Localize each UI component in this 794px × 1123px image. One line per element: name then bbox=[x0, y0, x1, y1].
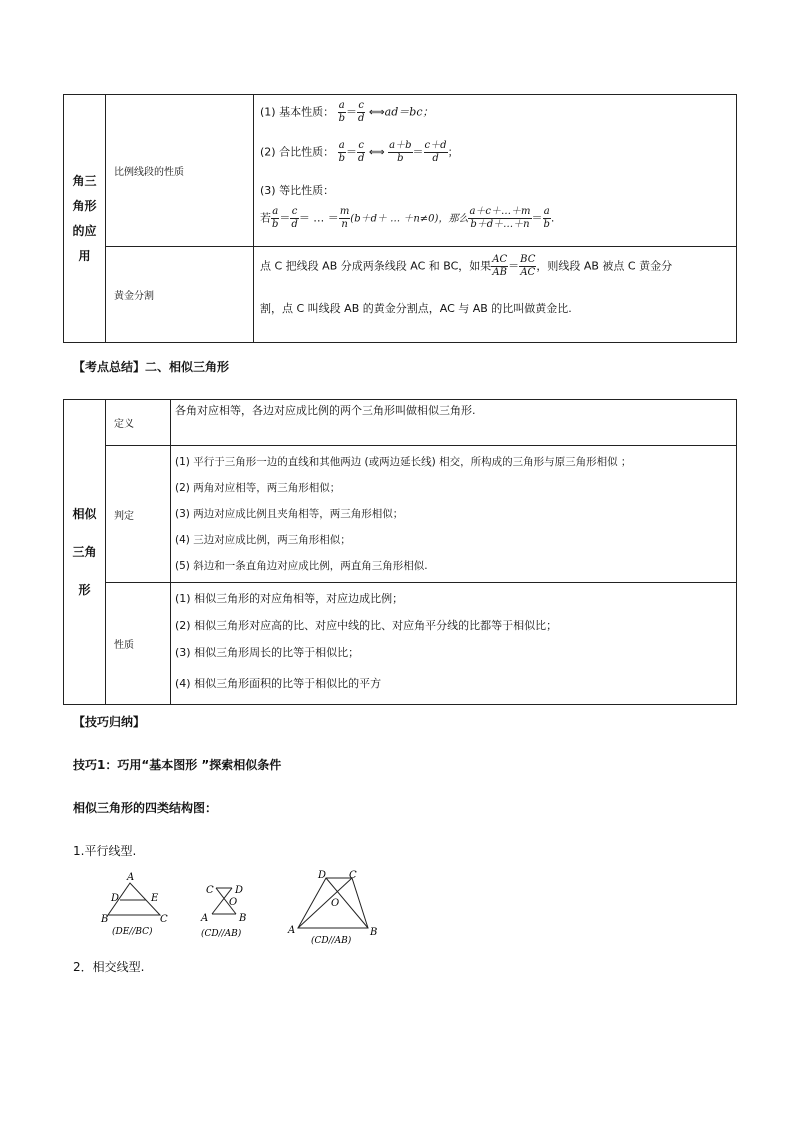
judge-content-cell bbox=[171, 446, 737, 583]
numerator: a bbox=[272, 206, 279, 217]
caption: (CD//AB) bbox=[311, 936, 352, 946]
denominator: d bbox=[357, 153, 365, 164]
def-text: 各角对应相等，各边对应成比例的两个三角形叫做相似三角形. bbox=[175, 404, 476, 417]
judge-item: (3) 两边对应成比例且夹角相等，两三角形相似； bbox=[175, 508, 404, 520]
diagram-cd-ab-small bbox=[200, 885, 246, 939]
numerator: c bbox=[358, 140, 364, 151]
denominator: b bbox=[338, 153, 345, 164]
equiv-arrow-icon: ⟺ bbox=[368, 105, 385, 119]
prop-item: (4) 相似三角形面积的比等于相似比的平方 bbox=[175, 677, 382, 690]
caption: (CD//AB) bbox=[201, 929, 242, 939]
fraction bbox=[357, 100, 365, 125]
label-a: A bbox=[288, 925, 296, 936]
fraction bbox=[338, 100, 346, 125]
equal-property-heading bbox=[260, 182, 334, 198]
numerator: a bbox=[543, 206, 550, 217]
cat-line: 角三 bbox=[72, 173, 97, 188]
label-c: C bbox=[206, 885, 214, 896]
equal-tail: . bbox=[550, 211, 555, 225]
skill1-heading: 技巧1：巧用“基本图形 ”探索相似条件 bbox=[73, 758, 282, 772]
equal-prefix: (3) 等比性质： bbox=[260, 184, 335, 197]
cat-line: 形 bbox=[78, 583, 91, 597]
golden-text-b: ，则线段 AB 被点 C 黄金分 bbox=[536, 259, 673, 273]
item2-label: 2．相交线型. bbox=[73, 960, 145, 974]
denominator: d bbox=[357, 113, 365, 124]
equal-property: 若 $\frac{a}{b}$ ＝ $\frac{c}{d}$ ＝ … ＝ $\frac{m}{n}$ (b＋d＋ … ＋n≠0)，那么 $\frac{a+c+\dots+m}{b+d+\dots+n}$ ＝ $\frac{a}{b}$ . bbox=[260, 206, 555, 230]
diagram-cd-ab-large bbox=[287, 870, 377, 946]
fraction bbox=[357, 140, 365, 165]
denominator: b bbox=[338, 113, 345, 124]
label-c: C bbox=[349, 870, 357, 881]
fraction bbox=[424, 140, 448, 165]
def-label-cell bbox=[106, 400, 171, 446]
fraction bbox=[338, 140, 346, 165]
numerator: a bbox=[338, 100, 345, 111]
table1-category-cell bbox=[64, 95, 106, 343]
cat-line: 相似 bbox=[72, 507, 97, 521]
table1-category bbox=[64, 169, 105, 269]
fraction bbox=[519, 254, 536, 279]
golden-ratio-line2 bbox=[260, 300, 572, 316]
judge-label: 判定 bbox=[114, 510, 134, 522]
cat-line: 三角 bbox=[72, 545, 97, 559]
cat-line: 的应 bbox=[72, 223, 97, 238]
numerator: BC bbox=[520, 254, 536, 265]
label-o: O bbox=[229, 897, 238, 908]
structures-heading: 相似三角形的四类结构图： bbox=[73, 801, 218, 815]
fraction bbox=[491, 254, 508, 279]
row1-label: 比例线段的性质 bbox=[114, 167, 184, 178]
label-d: D bbox=[235, 885, 244, 896]
denominator: n bbox=[341, 219, 348, 230]
denominator: d bbox=[432, 153, 439, 164]
label-b: B bbox=[370, 927, 378, 938]
golden-text-a: 点 C 把线段 AB 分成两条线段 AC 和 BC，如果 bbox=[260, 259, 492, 273]
def-label: 定义 bbox=[114, 419, 134, 430]
denominator: d bbox=[291, 219, 298, 230]
sum-tail: ； bbox=[447, 145, 459, 159]
def-content-cell bbox=[171, 400, 737, 446]
denominator: AB bbox=[492, 267, 507, 278]
equiv-arrow-icon: ⟺ bbox=[368, 145, 385, 159]
prop-item: (2) 相似三角形对应高的比、对应中线的比、对应角平分线的比都等于相似比； bbox=[175, 619, 558, 632]
numerator: m bbox=[339, 206, 350, 217]
fraction bbox=[388, 140, 412, 165]
denominator: b＋d＋…＋n bbox=[470, 219, 530, 230]
fraction bbox=[543, 206, 551, 231]
numerator: AC bbox=[492, 254, 508, 265]
fraction bbox=[290, 206, 298, 231]
denominator: b bbox=[543, 219, 550, 230]
numerator: c bbox=[358, 100, 364, 111]
prop-content-cell bbox=[171, 583, 737, 705]
numerator: c bbox=[291, 206, 298, 217]
denominator: b bbox=[397, 153, 404, 164]
basic-prefix: (1) 基本性质： bbox=[260, 105, 335, 119]
item1-label: 1.平行线型. bbox=[73, 844, 137, 858]
section2-heading: 【考点总结】二、相似三角形 bbox=[73, 360, 230, 374]
judge-item: (1) 平行于三角形一边的直线和其他两边 (或两边延长线) 相交，所构成的三角形与原三角形相似 ； bbox=[175, 456, 632, 468]
fraction bbox=[339, 206, 350, 231]
label-e: E bbox=[151, 893, 159, 904]
label-b: B bbox=[239, 913, 247, 924]
skills-heading: 【技巧归纳】 bbox=[73, 715, 146, 729]
judge-item: (4) 三边对应成比例，两三角形相似； bbox=[175, 534, 351, 546]
prop-label: 性质 bbox=[114, 640, 134, 651]
cat-line: 角形 bbox=[72, 198, 97, 213]
judge-label-cell bbox=[106, 446, 171, 583]
row2-label-cell bbox=[106, 247, 254, 343]
prop-item: (1) 相似三角形的对应角相等，对应边成比例； bbox=[175, 592, 404, 605]
basic-tail: ad＝bc； bbox=[384, 105, 434, 119]
prop-item: (3) 相似三角形周长的比等于相似比； bbox=[175, 646, 360, 659]
sum-property: (2) 合比性质： $\frac{a}{b}$ ＝ $\frac{c}{d}$ ⟺ $\frac{a+b}{b}$ ＝ $\frac{c+d}{d}$ ； bbox=[260, 140, 459, 164]
row1-label-cell bbox=[106, 95, 254, 247]
numerator: a＋b bbox=[389, 140, 412, 151]
label-b: B bbox=[101, 914, 109, 925]
denominator: AC bbox=[520, 267, 536, 278]
numerator: c＋d bbox=[424, 140, 447, 151]
equal-dots: ＝ … ＝ bbox=[298, 211, 339, 225]
equal-condition: (b＋d＋ … ＋n≠0)，那么 bbox=[350, 213, 469, 225]
row2-label: 黄金分割 bbox=[114, 291, 154, 302]
table2-category bbox=[64, 495, 105, 609]
fraction bbox=[468, 206, 531, 231]
sum-prefix: (2) 合比性质： bbox=[260, 145, 335, 159]
numerator: a＋c＋…＋m bbox=[469, 206, 531, 217]
label-o: O bbox=[331, 898, 340, 909]
label-a: A bbox=[201, 913, 209, 924]
judge-item: (2) 两角对应相等，两三角形相似； bbox=[175, 482, 341, 494]
numerator: a bbox=[338, 140, 345, 151]
label-d: D bbox=[318, 870, 327, 881]
cat-line: 用 bbox=[78, 248, 91, 263]
judge-item: (5) 斜边和一条直角边对应成比例，两直角三角形相似. bbox=[175, 560, 428, 572]
table2-category-cell bbox=[64, 400, 106, 705]
denominator: b bbox=[272, 219, 279, 230]
basic-property: (1) 基本性质： $\frac{a}{b}$ ＝ $\frac{c}{d}$ ⟺ad＝bc； bbox=[260, 100, 434, 124]
parallel-line-diagrams bbox=[90, 868, 390, 948]
golden-text-c: 割，点 C 叫线段 AB 的黄金分割点，AC 与 AB 的比叫做黄金比. bbox=[260, 302, 572, 315]
caption: (DE//BC) bbox=[112, 927, 153, 937]
diagram-de-bc bbox=[100, 872, 168, 937]
label-c: C bbox=[160, 914, 168, 925]
label-d: D bbox=[111, 893, 120, 904]
label-a: A bbox=[127, 872, 135, 883]
fraction bbox=[271, 206, 279, 231]
equal-if: 若 bbox=[260, 211, 271, 225]
similar-triangles-table bbox=[63, 399, 737, 705]
golden-ratio-line1: 点 C 把线段 AB 分成两条线段 AC 和 BC，如果 $\frac{AC}{AB}$ ＝ $\frac{BC}{AC}$ ，则线段 AB 被点 C 黄金分 bbox=[260, 254, 673, 278]
prop-label-cell bbox=[106, 583, 171, 705]
